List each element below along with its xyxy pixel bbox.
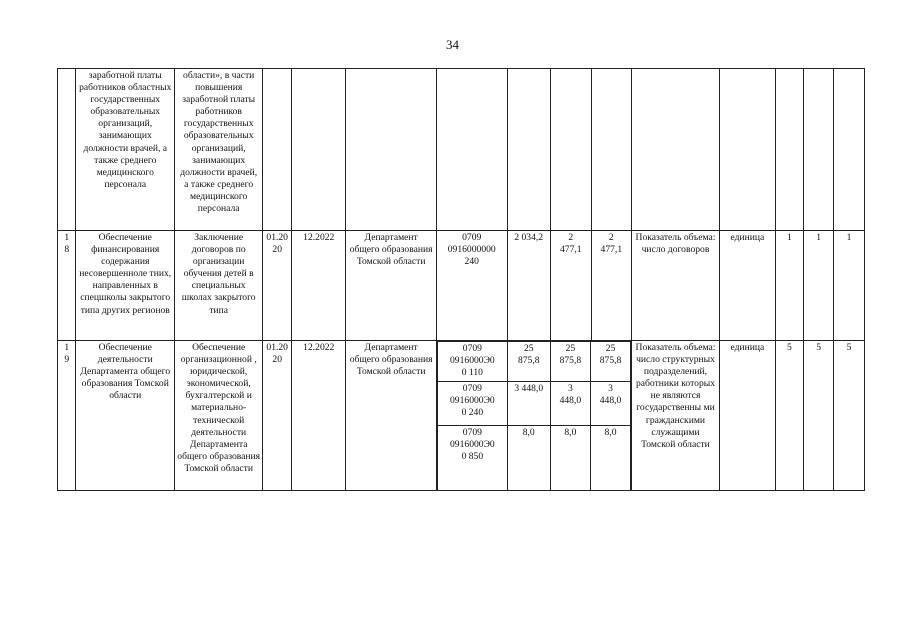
cell-end — [292, 69, 346, 231]
cell-v1 — [507, 69, 550, 231]
cell-end: 12.2022 — [292, 231, 346, 341]
cell-start: 01.20 20 — [263, 341, 292, 491]
cell-code: 0709 0916000Э0 0 110 — [437, 342, 507, 382]
cell-code: 0709 0916000000 240 — [436, 231, 507, 341]
cell-description: Обеспечение организационной , юридической, экономической, бухгалтерской и материально-технической деятельности Департамента общего образования Томской области — [175, 341, 263, 491]
cell-name: Обеспечение финансирования содержания несовершенноле тних, направленных в спецшколы закрытого типа других регионов — [76, 231, 175, 341]
cell-unit: единица — [720, 341, 775, 491]
cell-v3: 8,0 — [591, 426, 631, 490]
cell-code: 0709 0916000Э0 0 240 — [437, 382, 507, 426]
cell-executor — [346, 69, 436, 231]
cell-description: Заключение договоров по организации обучения детей в специальных школах закрытого типа — [175, 231, 263, 341]
cell-v2: 3 448,0 — [550, 382, 591, 426]
cell-indicator — [631, 69, 719, 231]
cell-t1: 5 — [775, 341, 804, 491]
cell-indicator: Показатель объема: число структурных подразделений, работники которых не являются государственны ми гражданскими служащими Томской области — [631, 341, 719, 491]
funding-row — [437, 426, 630, 490]
cell-v1: 3 448,0 — [507, 382, 550, 426]
cell-v2: 25 875,8 — [550, 342, 591, 382]
cell-num: 1 9 — [58, 341, 76, 491]
cell-name: заработной платы работников областных государственных образовательных организаций, занимающих должности врачей, а также среднего медицинского персонала — [76, 69, 175, 231]
cell-start — [263, 69, 292, 231]
cell-v2: 8,0 — [550, 426, 591, 490]
cell-t2: 5 — [804, 341, 834, 491]
funding-subtable — [437, 341, 631, 490]
cell-v1: 8,0 — [507, 426, 550, 490]
cell-unit: единица — [720, 231, 775, 341]
cell-t1: 1 — [775, 231, 804, 341]
cell-t2 — [804, 69, 834, 231]
cell-v1: 25 875,8 — [507, 342, 550, 382]
funding-row — [437, 382, 630, 426]
cell-v3: 3 448,0 — [591, 382, 631, 426]
cell-v3: 25 875,8 — [591, 342, 631, 382]
cell-executor: Департамент общего образования Томской области — [346, 341, 436, 491]
cell-unit — [720, 69, 775, 231]
cell-v3: 2 477,1 — [591, 231, 631, 341]
cell-num: 1 8 — [58, 231, 76, 341]
cell-end: 12.2022 — [292, 341, 346, 491]
table-row-continuation — [58, 69, 865, 231]
cell-v1: 2 034,2 — [507, 231, 550, 341]
cell-indicator: Показатель объема: число договоров — [631, 231, 719, 341]
cell-start: 01.20 20 — [263, 231, 292, 341]
cell-v2: 2 477,1 — [550, 231, 591, 341]
program-activities-table — [57, 68, 865, 491]
cell-t2: 1 — [804, 231, 834, 341]
funding-row — [437, 342, 630, 382]
cell-v2 — [550, 69, 591, 231]
cell-code — [436, 69, 507, 231]
cell-t3: 5 — [834, 341, 865, 491]
funding-subtable-cell — [436, 341, 631, 491]
cell-v3 — [591, 69, 631, 231]
cell-description: области», в части повышения заработной платы работников государственных образовательных организаций, занимающих должности врачей, а также среднего медицинского персонала — [175, 69, 263, 231]
cell-t1 — [775, 69, 804, 231]
cell-t3: 1 — [834, 231, 865, 341]
cell-code: 0709 0916000Э0 0 850 — [437, 426, 507, 490]
table-row — [58, 231, 865, 341]
cell-num — [58, 69, 76, 231]
cell-name: Обеспечение деятельности Департамента общего образования Томской области — [76, 341, 175, 491]
table-row — [58, 341, 865, 491]
cell-t3 — [834, 69, 865, 231]
cell-executor: Департамент общего образования Томской области — [346, 231, 436, 341]
page-number: 34 — [446, 37, 459, 52]
